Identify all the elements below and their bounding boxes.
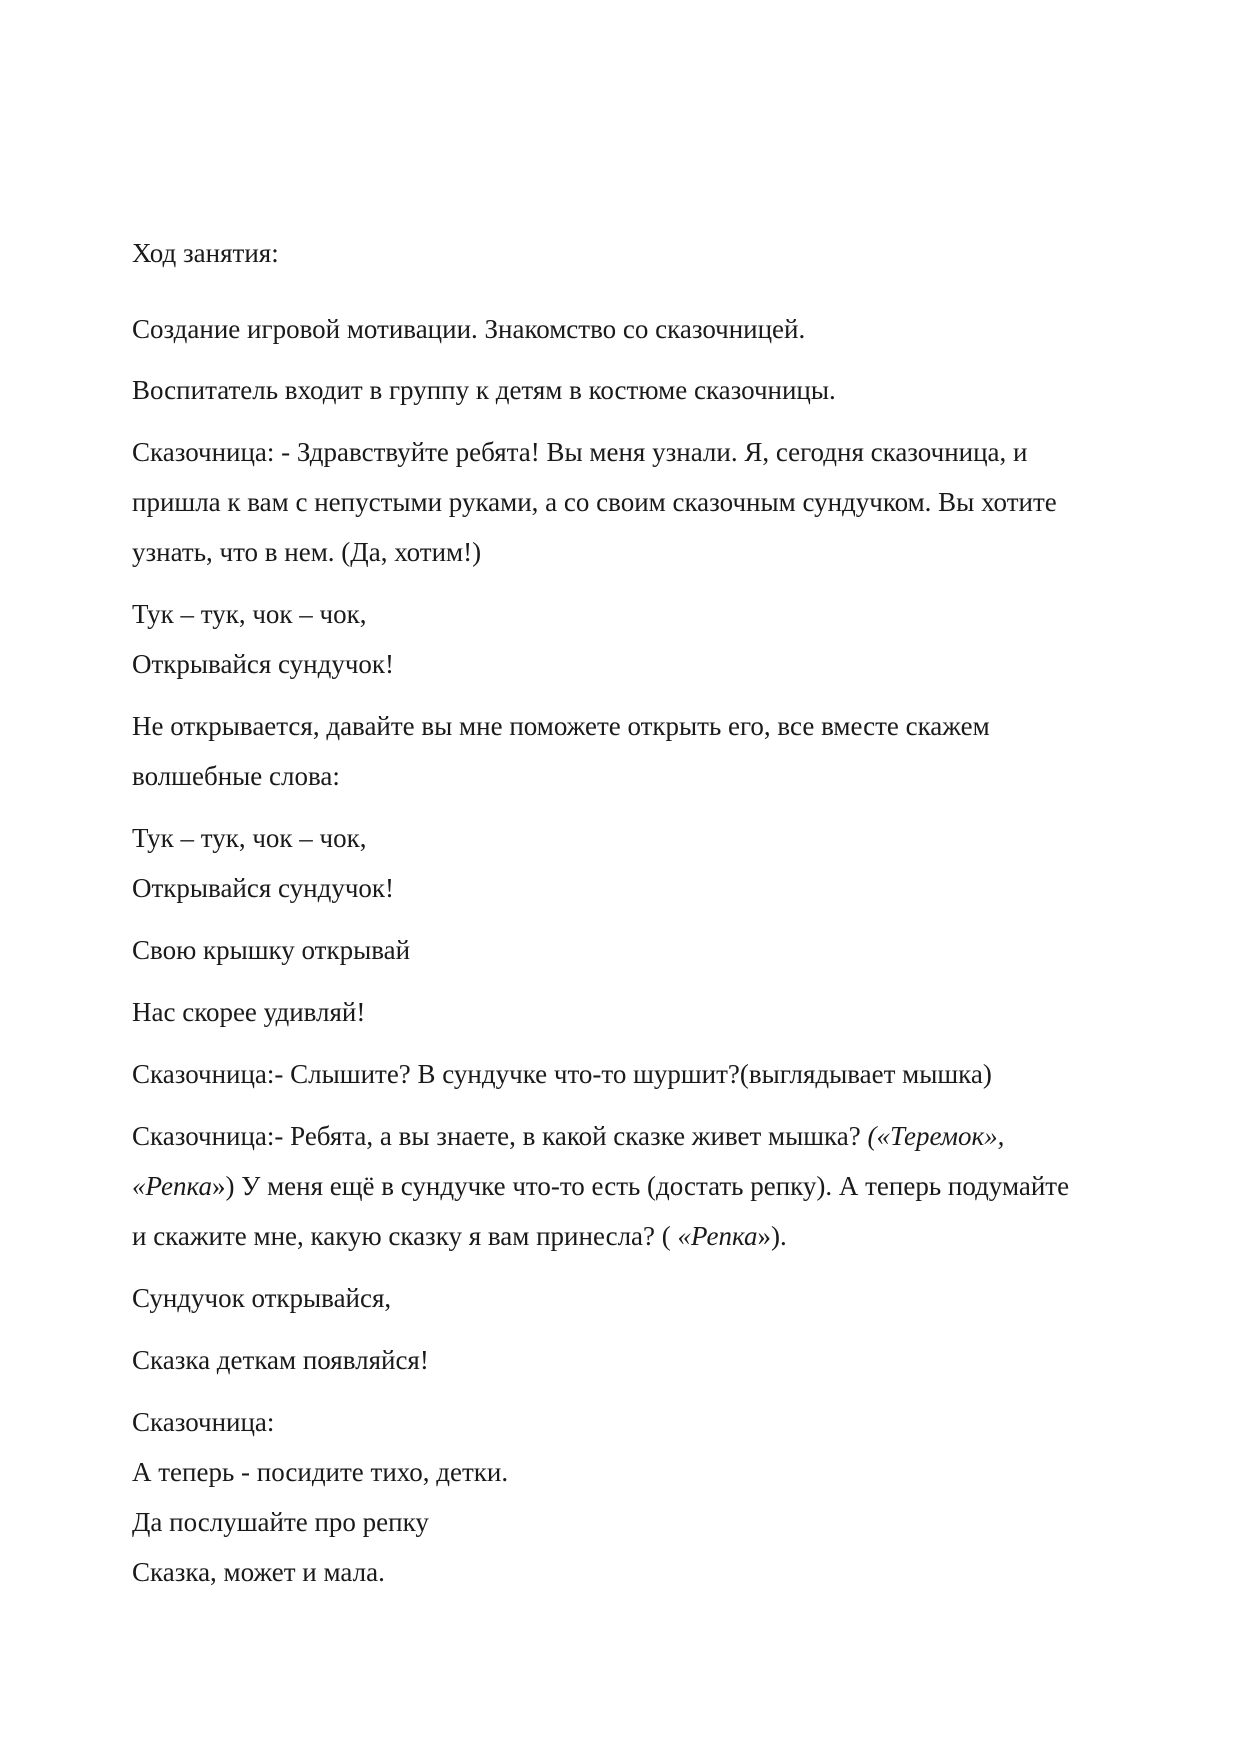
question-line-2-answer: «Репка — [132, 1171, 212, 1201]
intro-action: Воспитатель входит в группу к детям в костюме сказочницы. — [132, 375, 836, 405]
tale-line-2: Да послушайте про репку — [132, 1507, 429, 1537]
help-line-2: волшебные слова: — [132, 761, 340, 791]
rhyme-2-line-2: Открывайся сундучок! — [132, 873, 395, 903]
rhyme-3-line-2: Сказка деткам появляйся! — [132, 1345, 429, 1375]
question-line-3-end: »). — [757, 1221, 787, 1251]
rhyme-2-line-1: Тук – тук, чок – чок, — [132, 823, 367, 853]
question-line-2 — [132, 1173, 1069, 1200]
tale-line-3: Сказка, может и мала. — [132, 1557, 385, 1587]
lesson-heading: Ход занятия: — [132, 238, 279, 268]
question-line-1 — [132, 1123, 1004, 1150]
question-line-1-text: Сказочница:- Ребята, а вы знаете, в какой сказке живет мышка? — [132, 1121, 868, 1151]
help-line-1: Не открывается, давайте вы мне поможете открыть его, все вместе скажем — [132, 711, 990, 741]
question-line-1-answer: («Теремок», — [867, 1121, 1005, 1151]
question-line-3-text: и скажите мне, какую сказку я вам принесла? ( — [132, 1221, 678, 1251]
rhyme-2-line-3: Свою крышку открывай — [132, 935, 411, 965]
greeting-line-3: узнать, что в нем. (Да, хотим!) — [132, 537, 482, 567]
rhyme-1-line-2: Открывайся сундучок! — [132, 649, 395, 679]
tale-speaker: Сказочница: — [132, 1407, 275, 1437]
rhyme-1-line-1: Тук – тук, чок – чок, — [132, 599, 367, 629]
question-line-2-text: ») У меня ещё в сундучке что-то есть (достать репку). А теперь подумайте — [211, 1171, 1070, 1201]
rhyme-3-line-1: Сундучок открывайся, — [132, 1283, 392, 1313]
question-line-3 — [132, 1223, 787, 1250]
listen-line: Сказочница:- Слышите? В сундучке что-то шуршит?(выглядывает мышка) — [132, 1059, 992, 1089]
greeting-line-2: пришла к вам с непустыми руками, а со своим сказочным сундучком. Вы хотите — [132, 487, 1057, 517]
rhyme-2-line-4: Нас скорее удивляй! — [132, 997, 366, 1027]
tale-line-1: А теперь - посидите тихо, детки. — [132, 1457, 509, 1487]
intro-title: Создание игровой мотивации. Знакомство со сказочницей. — [132, 314, 806, 344]
question-line-3-answer: «Репка — [677, 1221, 758, 1251]
greeting-line-1: Сказочница: - Здравствуйте ребята! Вы меня узнали. Я, сегодня сказочница, и — [132, 437, 1028, 467]
